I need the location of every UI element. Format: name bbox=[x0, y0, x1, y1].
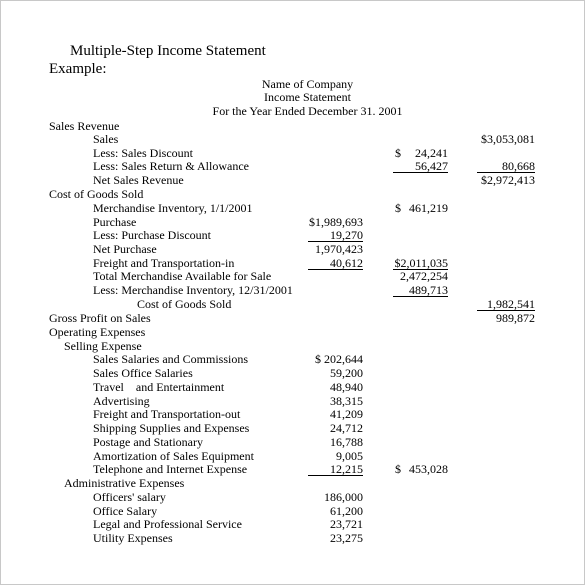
purchase-discount-label: Less: Purchase Discount bbox=[93, 228, 211, 242]
selling-item-value: 16,788 bbox=[330, 435, 363, 449]
freight-in-label: Freight and Transportation-in bbox=[93, 256, 235, 270]
gross-profit-value: 989,872 bbox=[496, 311, 535, 325]
selling-item-label: Advertising bbox=[93, 394, 150, 408]
purchase-value: $1,989,693 bbox=[309, 215, 363, 229]
selling-item-value: $ 202,644 bbox=[315, 352, 363, 366]
purchase-label: Purchase bbox=[93, 215, 137, 229]
admin-item-value: 61,200 bbox=[330, 504, 363, 518]
selling-item-value: 24,712 bbox=[330, 421, 363, 435]
selling-item-value: 41,209 bbox=[330, 407, 363, 421]
sales-returns-value: 56,427 bbox=[393, 160, 448, 173]
inventory-begin-value: 461,219 bbox=[409, 201, 448, 215]
inventory-begin-label: Merchandise Inventory, 1/1/2001 bbox=[93, 201, 253, 215]
admin-item-label: Office Salary bbox=[93, 504, 158, 518]
statement-name: Income Statement bbox=[264, 90, 351, 104]
freight-in-value: 40,612 bbox=[308, 257, 363, 270]
net-purchase-label: Net Purchase bbox=[93, 242, 157, 256]
selling-item-label: Telephone and Internet Expense bbox=[93, 462, 248, 476]
selling-item-label: Shipping Supplies and Expenses bbox=[93, 421, 250, 435]
section-operating-expenses: Operating Expenses bbox=[49, 325, 146, 339]
sales-returns-total: 80,668 bbox=[477, 160, 535, 173]
admin-item-value: 23,721 bbox=[330, 517, 363, 531]
inventory-begin-dollar: $ bbox=[395, 201, 401, 215]
selling-item-label: Travel and Entertainment bbox=[93, 380, 225, 394]
inventory-end-label: Less: Merchandise Inventory, 12/31/2001 bbox=[93, 283, 293, 297]
net-sales-label: Net Sales Revenue bbox=[93, 173, 184, 187]
selling-item-label: Sales Office Salaries bbox=[93, 366, 193, 380]
selling-item-value: 12,215 bbox=[308, 463, 363, 476]
section-cogs: Cost of Goods Sold bbox=[49, 187, 144, 201]
company-name: Name of Company bbox=[261, 77, 354, 91]
admin-item-label: Utility Expenses bbox=[93, 531, 173, 545]
selling-total-dollar: $ bbox=[395, 462, 401, 476]
selling-item-label: Freight and Transportation-out bbox=[93, 407, 241, 421]
selling-item-value: 9,005 bbox=[336, 449, 363, 463]
sales-value: $3,053,081 bbox=[481, 132, 535, 146]
section-sales-revenue: Sales Revenue bbox=[49, 119, 120, 133]
freight-in-total: $2,011,035 bbox=[394, 256, 448, 270]
available-label: Total Merchandise Available for Sale bbox=[93, 269, 272, 283]
selling-item-label: Sales Salaries and Commissions bbox=[93, 352, 248, 366]
net-purchase-value: 1,970,423 bbox=[315, 242, 363, 256]
selling-item-value: 59,200 bbox=[330, 366, 363, 380]
admin-item-value: 23,275 bbox=[330, 531, 363, 545]
cost-of-goods-label: Cost of Goods Sold bbox=[137, 297, 232, 311]
document-title: Multiple-Step Income Statement bbox=[70, 43, 266, 59]
admin-expenses-label: Administrative Expenses bbox=[64, 476, 185, 490]
admin-item-label: Officers' salary bbox=[93, 490, 166, 504]
selling-item-value: 48,940 bbox=[330, 380, 363, 394]
selling-item-label: Amortization of Sales Equipment bbox=[93, 449, 254, 463]
sales-returns-label: Less: Sales Return & Allowance bbox=[93, 159, 249, 173]
gross-profit-label: Gross Profit on Sales bbox=[49, 311, 151, 325]
statement-period: For the Year Ended December 31. 2001 bbox=[212, 104, 403, 118]
inventory-end-value: 489,713 bbox=[393, 284, 448, 297]
document-subtitle: Example: bbox=[49, 61, 107, 77]
selling-item-label: Postage and Stationary bbox=[93, 435, 203, 449]
available-value: 2,472,254 bbox=[400, 269, 448, 283]
sales-discount-value: 24,241 bbox=[415, 146, 448, 160]
net-sales-value: $2,972,413 bbox=[481, 173, 535, 187]
selling-item-value: 38,315 bbox=[330, 394, 363, 408]
sales-discount-dollar: $ bbox=[395, 146, 401, 160]
admin-item-value: 186,000 bbox=[324, 490, 363, 504]
selling-expense-label: Selling Expense bbox=[64, 339, 142, 353]
selling-total-value: 453,028 bbox=[409, 462, 448, 476]
sales-label: Sales bbox=[93, 132, 119, 146]
admin-item-label: Legal and Professional Service bbox=[93, 517, 242, 531]
cost-of-goods-value: 1,982,541 bbox=[477, 298, 535, 311]
sales-discount-label: Less: Sales Discount bbox=[93, 146, 193, 160]
purchase-discount-value: 19,270 bbox=[308, 229, 363, 242]
